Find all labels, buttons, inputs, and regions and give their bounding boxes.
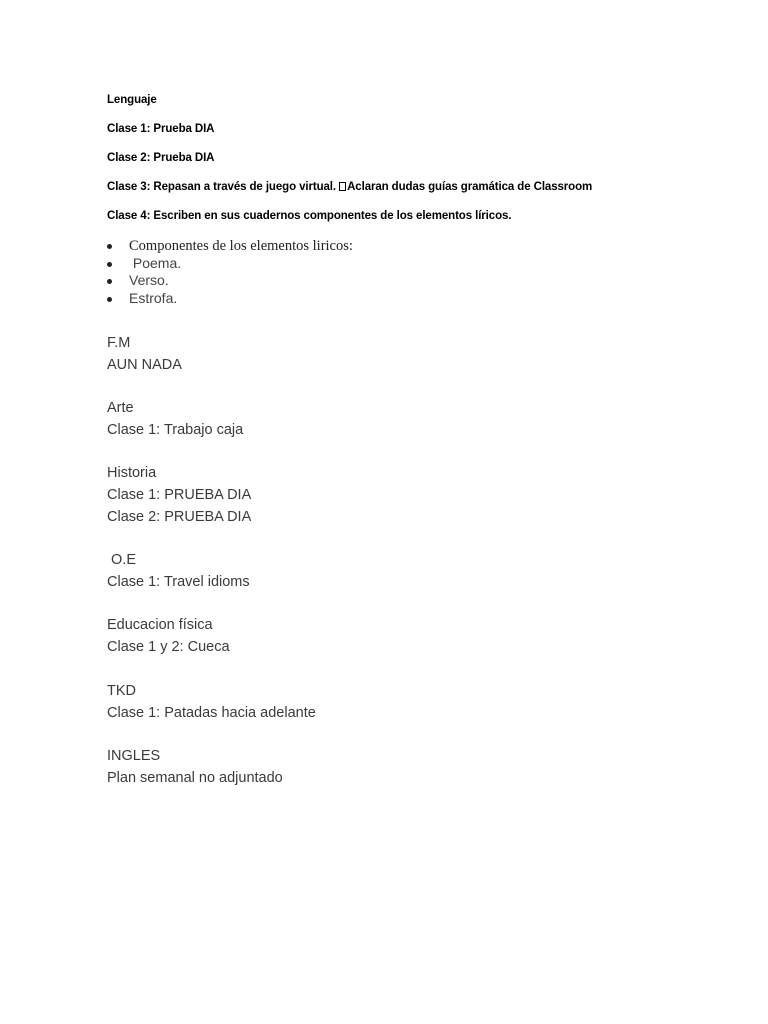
ingles-line-1: Plan semanal no adjuntado <box>107 770 283 786</box>
fm-line-1: AUN NADA <box>107 357 182 373</box>
historia-line-1: Clase 1: PRUEBA DIA <box>107 487 252 503</box>
missing-glyph-icon <box>339 182 346 191</box>
fm-heading: F.M <box>107 335 131 351</box>
oe-line-1: Clase 1: Travel idioms <box>107 574 250 590</box>
arte-line-1: Clase 1: Trabajo caja <box>107 422 244 438</box>
bullet-icon <box>107 297 112 302</box>
historia-line-2: Clase 2: PRUEBA DIA <box>107 509 252 525</box>
arte-heading: Arte <box>107 400 134 416</box>
lenguaje-heading: Lenguaje <box>107 94 157 106</box>
bullet-icon <box>107 262 112 267</box>
historia-heading: Historia <box>107 465 157 481</box>
lenguaje-clase-3-part-1: Clase 3: Repasan a través de juego virtual. <box>107 181 340 193</box>
lenguaje-clase-4: Clase 4: Escriben en sus cuadernos componentes de los elementos líricos. <box>107 210 512 222</box>
tkd-line-1: Clase 1: Patadas hacia adelante <box>107 705 316 721</box>
ingles-heading: INGLES <box>107 748 161 764</box>
list-item: Verso. <box>129 272 353 290</box>
lenguaje-clase-2: Clase 2: Prueba DIA <box>107 152 215 164</box>
list-item: Poema. <box>129 255 353 273</box>
educacion-fisica-line-1: Clase 1 y 2: Cueca <box>107 639 230 655</box>
bullet-icon <box>107 279 112 284</box>
oe-heading: O.E <box>107 552 137 568</box>
lenguaje-clase-3-part-2: Aclaran dudas guías gramática de Classroom <box>347 181 593 193</box>
lenguaje-clase-3 <box>107 181 592 193</box>
list-item: Estrofa. <box>129 290 353 308</box>
bullet-icon <box>107 244 112 249</box>
lenguaje-clase-1: Clase 1: Prueba DIA <box>107 123 215 135</box>
componentes-list <box>129 237 353 308</box>
tkd-heading: TKD <box>107 683 136 699</box>
list-item: Componentes de los elementos liricos: <box>129 237 353 255</box>
educacion-fisica-heading: Educacion física <box>107 617 213 633</box>
